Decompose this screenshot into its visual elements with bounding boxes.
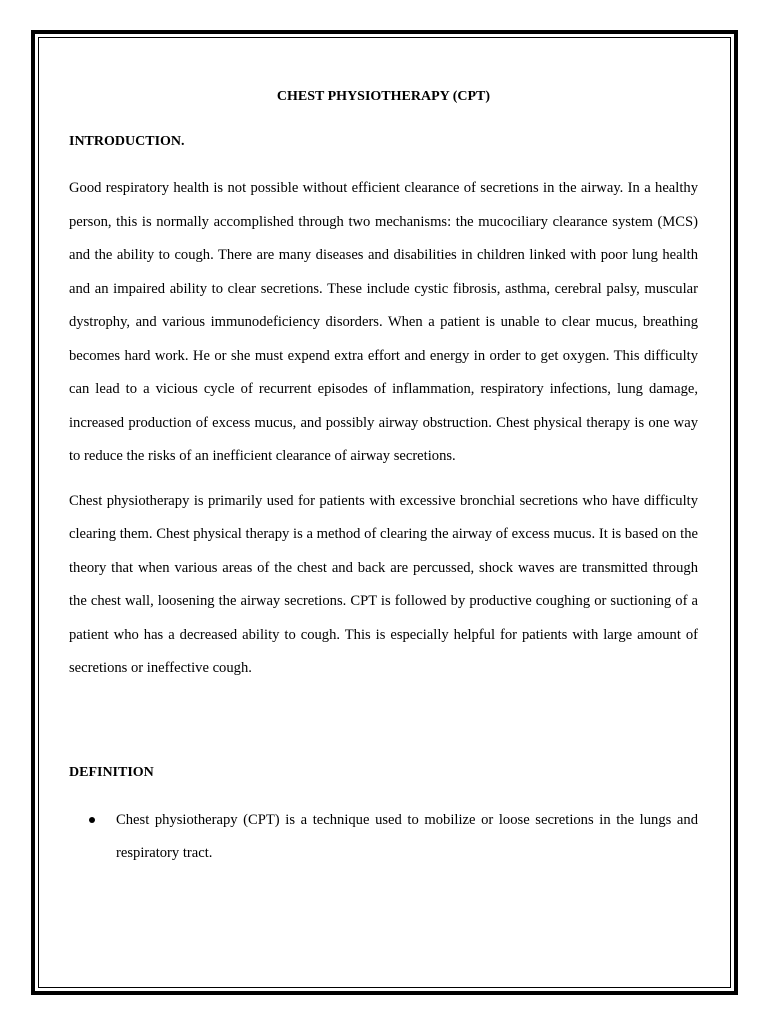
introduction-heading: INTRODUCTION. — [69, 134, 185, 149]
list-item — [69, 804, 698, 871]
document-body — [69, 84, 698, 871]
introduction-paragraph-2: Chest physiotherapy is primarily used for patients with excessive bronchial secretions who have difficulty clearing them. Chest physical therapy is a method of clearing the airway of excess mucus. It is based on the theory that when various areas of the chest and back are percussed, shock waves are transmitted through the chest wall, loosening the airway secretions. CPT is followed by productive coughing or suctioning of a patient who has a decreased ability to cough. This is especially helpful for patients with large amount of secretions or ineffective cough. — [69, 492, 698, 676]
definition-list — [69, 804, 698, 871]
definition-heading: DEFINITION — [69, 764, 154, 780]
bullet-icon — [89, 817, 95, 823]
definition-text: Chest physiotherapy (CPT) is a technique used to mobilize or loose secretions in the lungs and respiratory tract. — [116, 811, 698, 861]
document-title: CHEST PHYSIOTHERAPY (CPT) — [276, 89, 491, 104]
introduction-paragraph-1: Good respiratory health is not possible without efficient clearance of secretions in the airway. In a healthy person, this is normally accomplished through two mechanisms: the mucociliary clearance system (MCS) and the ability to cough. There are many diseases and disabilities in children linked with poor lung health and an impaired ability to clear secretions. These include cystic fibrosis, asthma, cerebral palsy, muscular dystrophy, and various immunodeficiency disorders. When a patient is unable to clear mucus, breathing becomes hard work. He or she must expend extra effort and energy in order to get oxygen. This difficulty can lead to a vicious cycle of recurrent episodes of inflammation, respiratory infections, lung damage, increased production of excess mucus, and possibly airway obstruction. Chest physical therapy is one way to reduce the risks of an inefficient clearance of airway secretions. — [69, 180, 698, 464]
